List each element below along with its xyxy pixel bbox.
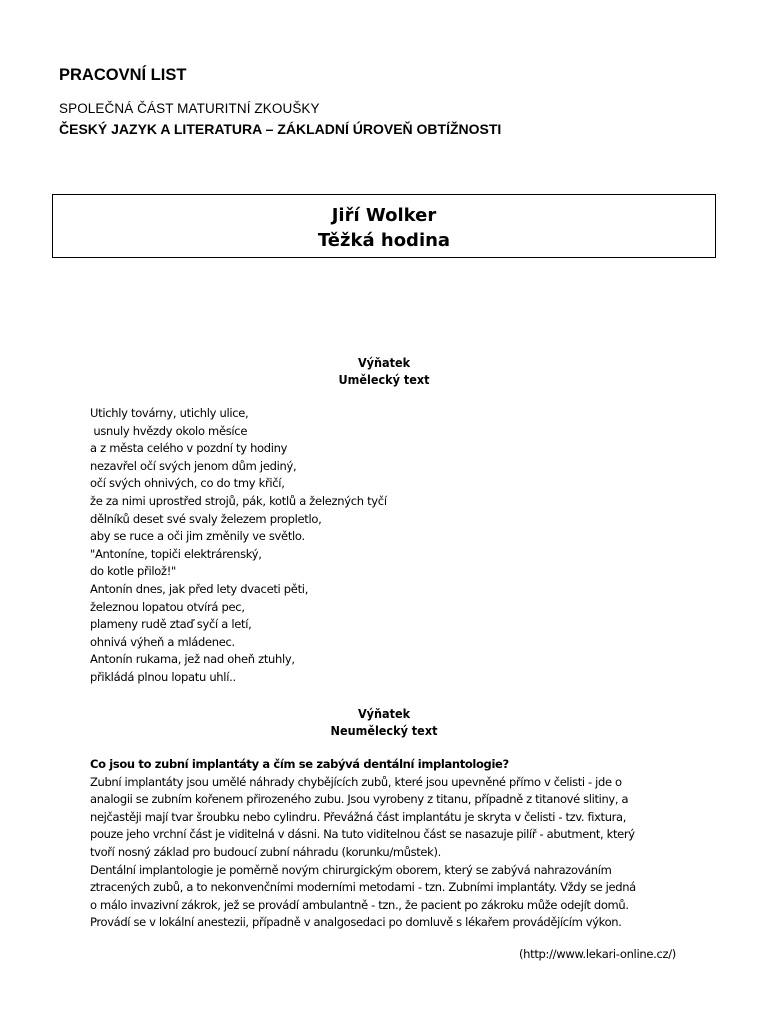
poem-line: nezavřel očí svých jenom dům jediný, — [90, 458, 297, 473]
source-citation: (http://www.lekari-online.cz/) — [518, 947, 676, 961]
prose-text — [90, 756, 700, 932]
poem-line: ohnivá výheň a mládenec. — [90, 634, 235, 649]
work-title: Těžká hodina — [317, 230, 451, 251]
author-name: Jiří Wolker — [331, 205, 437, 226]
prose-line: Dentální implantologie je poměrně novým chirurgickým oborem, který se zabývá nahrazováním — [90, 862, 612, 877]
document-type: PRACOVNÍ LIST — [59, 66, 187, 84]
poem-line: očí svých ohnivých, co do tmy křičí, — [90, 476, 285, 491]
poem-line: usnuly hvězdy okolo měsíce — [90, 423, 248, 438]
poem-line: plameny rudě ztaď syčí a letí, — [90, 617, 252, 632]
poem-line: Antonín rukama, jež nad oheň ztuhly, — [90, 652, 295, 667]
poem-line: přikládá plnou lopatu uhlí.. — [90, 669, 236, 684]
poem-line: Antonín dnes, jak před lety dvaceti pěti, — [90, 581, 309, 596]
poem-text — [90, 405, 510, 687]
excerpt1-label: Výňatek — [357, 355, 411, 370]
excerpt1-heading — [0, 354, 768, 388]
prose-line: Zubní implantáty jsou umělé náhrady chybějících zubů, které jsou upevněné přímo v čelisti - jde o — [90, 774, 622, 789]
poem-line: "Antoníne, topiči elektrárenský, — [90, 546, 262, 561]
poem-line: aby se ruce a oči jim změnily ve světlo. — [90, 529, 305, 544]
exam-subtitle: SPOLEČNÁ ČÁST MATURITNÍ ZKOUŠKY — [59, 101, 320, 116]
poem-line: Utichly továrny, utichly ulice, — [90, 406, 249, 420]
prose-line: ztracených zubů, a to nekonvenčními moderními metodami - tzn. Zubními implantáty. Vždy se jedná — [90, 880, 636, 895]
excerpt2-type: Neumělecký text — [330, 723, 438, 738]
poem-line: do kotle přilož!" — [90, 564, 177, 579]
prose-line: tvoří nosný základ pro budoucí zubní náhradu (korunku/můstek). — [90, 844, 441, 859]
prose-line: o málo invazivní zákrok, jež se provádí ambulantně - tzn., že pacient po zákroku může odejít domů. — [90, 897, 629, 912]
poem-line: a z města celého v pozdní ty hodiny — [90, 441, 288, 456]
poem-line: dělníků deset své svaly železem propletlo, — [90, 511, 322, 526]
excerpt2-label: Výňatek — [357, 706, 411, 721]
document-header — [59, 64, 719, 139]
prose-line: analogii se zubním kořenem přirozeného zubu. Jsou vyrobeny z titanu, případně z titanové slitiny, a — [90, 792, 629, 807]
poem-line: železnou lopatou otvírá pec, — [90, 599, 245, 614]
subject-title: ČESKÝ JAZYK A LITERATURA – ZÁKLADNÍ ÚROVEŇ OBTÍŽNOSTI — [59, 121, 502, 137]
prose-line: Provádí se v lokální anestezii, případně v analgosedaci po domluvě s lékařem provádějícím výkon. — [90, 915, 622, 930]
prose-line: pouze jeho vrchní část je viditelná v dásni. Na tuto viditelnou část se nasazuje pilíř - abutment, který — [90, 827, 635, 842]
prose-question: Co jsou to zubní implantáty a čím se zabývá dentální implantologie? — [90, 757, 509, 771]
poem-line: že za nimi uprostřed strojů, pák, kotlů a železných tyčí — [90, 493, 387, 508]
prose-line: nejčastěji mají tvar šroubku nebo cylindru. Převážná část implantátu je skryta v čelisti - tzv. fixtura, — [90, 809, 627, 824]
excerpt1-type: Umělecký text — [338, 372, 430, 387]
title-box — [52, 194, 716, 258]
excerpt2-heading — [0, 705, 768, 739]
